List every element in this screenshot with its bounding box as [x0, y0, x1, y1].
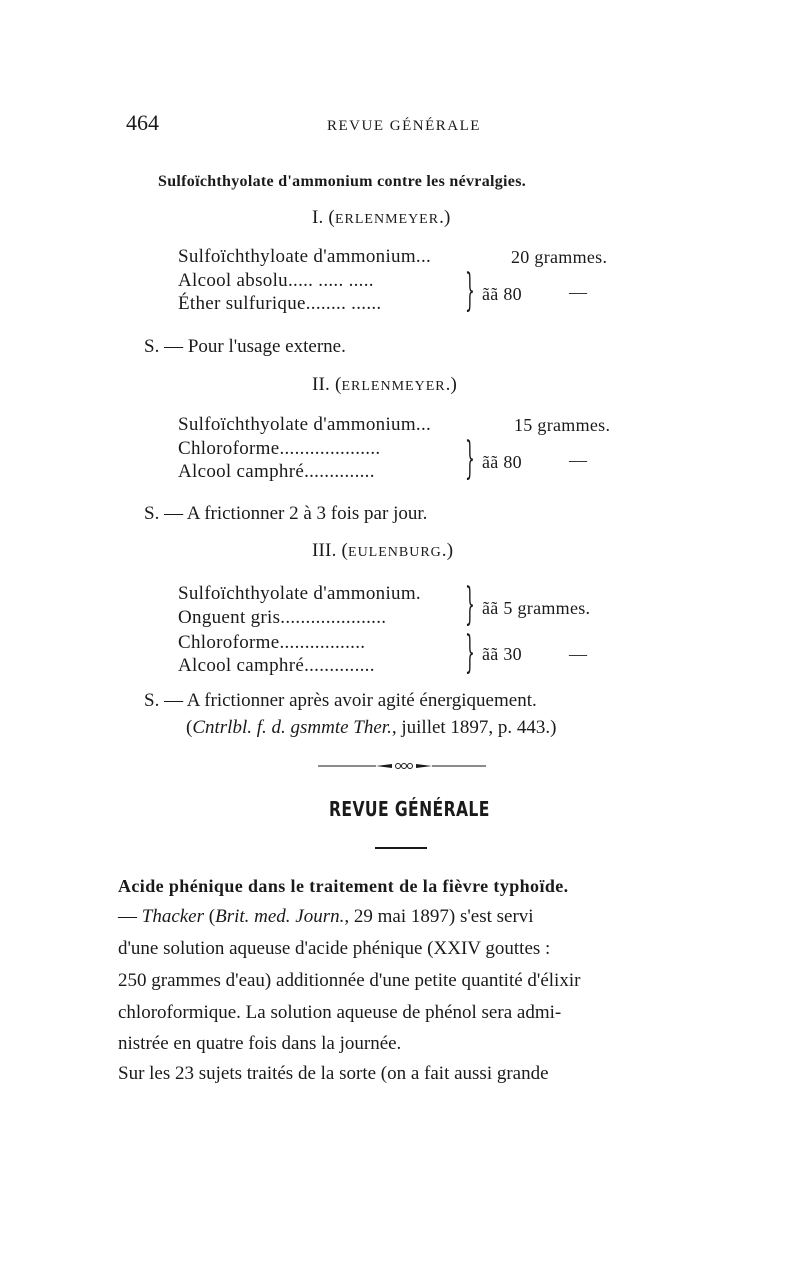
- formula-3-row-4: Alcool camphré..............: [178, 655, 375, 676]
- formula-2-row-3: Alcool camphré..............: [178, 461, 375, 482]
- formula-2-author: ERLENMEYER: [341, 379, 446, 394]
- formula-3-row-1: Sulfoïchthyolate d'ammonium.: [178, 583, 421, 604]
- formula-1-row-1-qty: 20 grammes.: [511, 247, 608, 267]
- formula-1-instruction: S. — Pour l'usage externe.: [144, 336, 346, 357]
- formula-2-brace: }: [465, 433, 475, 484]
- formula-3-row-2: Onguent gris.....................: [178, 607, 387, 628]
- formula-1-group-qty: ãã 80: [482, 284, 522, 304]
- revue-generale-heading: REVUE GÉNÉRALE: [329, 797, 490, 821]
- section-title: Sulfoïchthyolate d'ammonium contre les névralgies.: [158, 173, 527, 190]
- article-line-5: chloroformique. La solution aqueuse de phénol sera admi-: [118, 1002, 562, 1023]
- article-author: Thacker: [141, 906, 205, 927]
- article-lead-title: Acide phénique dans le traitement de la fièvre typhoïde.: [118, 876, 569, 896]
- article-line-7: Sur les 23 sujets traités de la sorte (on a fait aussi grande: [118, 1063, 549, 1084]
- article-journal: Brit. med. Journ.: [215, 906, 345, 927]
- article-line-3: d'une solution aqueuse d'acide phénique (XXIV gouttes :: [118, 938, 551, 959]
- formula-2-row-1: Sulfoïchthyolate d'ammonium...: [178, 414, 432, 435]
- heading-underline: [375, 847, 427, 849]
- formula-1-row-1: Sulfoïchthyloate d'ammonium...: [178, 246, 432, 267]
- formula-2-group-qty: ãã 80: [482, 452, 522, 472]
- formula-1-row-2: Alcool absolu..... ..... .....: [178, 270, 374, 291]
- formula-2-row-1-qty: 15 grammes.: [514, 415, 611, 435]
- formula-1-author: ERLENMEYER: [334, 212, 440, 227]
- formula-2-instruction: S. — A frictionner 2 à 3 fois par jour.: [144, 503, 428, 524]
- formula-1-row-3: Éther sulfurique........ ......: [178, 293, 382, 314]
- ornamental-divider: [318, 762, 486, 770]
- formula-2-heading: II. (ERLENMEYER.): [312, 374, 458, 395]
- page-number: 464: [126, 110, 159, 135]
- citation-journal: Cntrlbl. f. d. gsmmte Ther.: [192, 717, 392, 738]
- formula-3-author: EULENBURG: [348, 545, 442, 560]
- running-title: REVUE GÉNÉRALE: [327, 118, 481, 134]
- formula-3-brace-1: }: [465, 579, 475, 630]
- formula-1-group-unit: —: [569, 282, 588, 302]
- formula-1-brace: }: [465, 265, 475, 316]
- formula-3-row-3: Chloroforme.................: [178, 632, 366, 653]
- formula-3-heading: III. (EULENBURG.): [312, 540, 454, 561]
- formula-2-group-unit: —: [569, 450, 588, 470]
- article-line-6: nistrée en quatre fois dans la journée.: [118, 1033, 402, 1054]
- formula-1-heading: I. (ERLENMEYER.): [312, 207, 451, 228]
- citation: (Cntrlbl. f. d. gsmmte Ther., juillet 1897, p. 443.): [186, 717, 557, 738]
- article-line-2: — Thacker (Brit. med. Journ., 29 mai 1897) s'est servi: [118, 906, 534, 927]
- formula-3-group-1-qty: ãã 5 grammes.: [482, 598, 591, 618]
- formula-3-brace-2: }: [465, 627, 475, 678]
- formula-2-row-2: Chloroforme....................: [178, 438, 381, 459]
- formula-3-group-2-unit: —: [569, 644, 588, 664]
- formula-3-group-2-qty: ãã 30: [482, 644, 522, 664]
- formula-3-instruction: S. — A frictionner après avoir agité énergiquement.: [144, 690, 537, 711]
- article-line-4: 250 grammes d'eau) additionnée d'une petite quantité d'élixir: [118, 970, 581, 991]
